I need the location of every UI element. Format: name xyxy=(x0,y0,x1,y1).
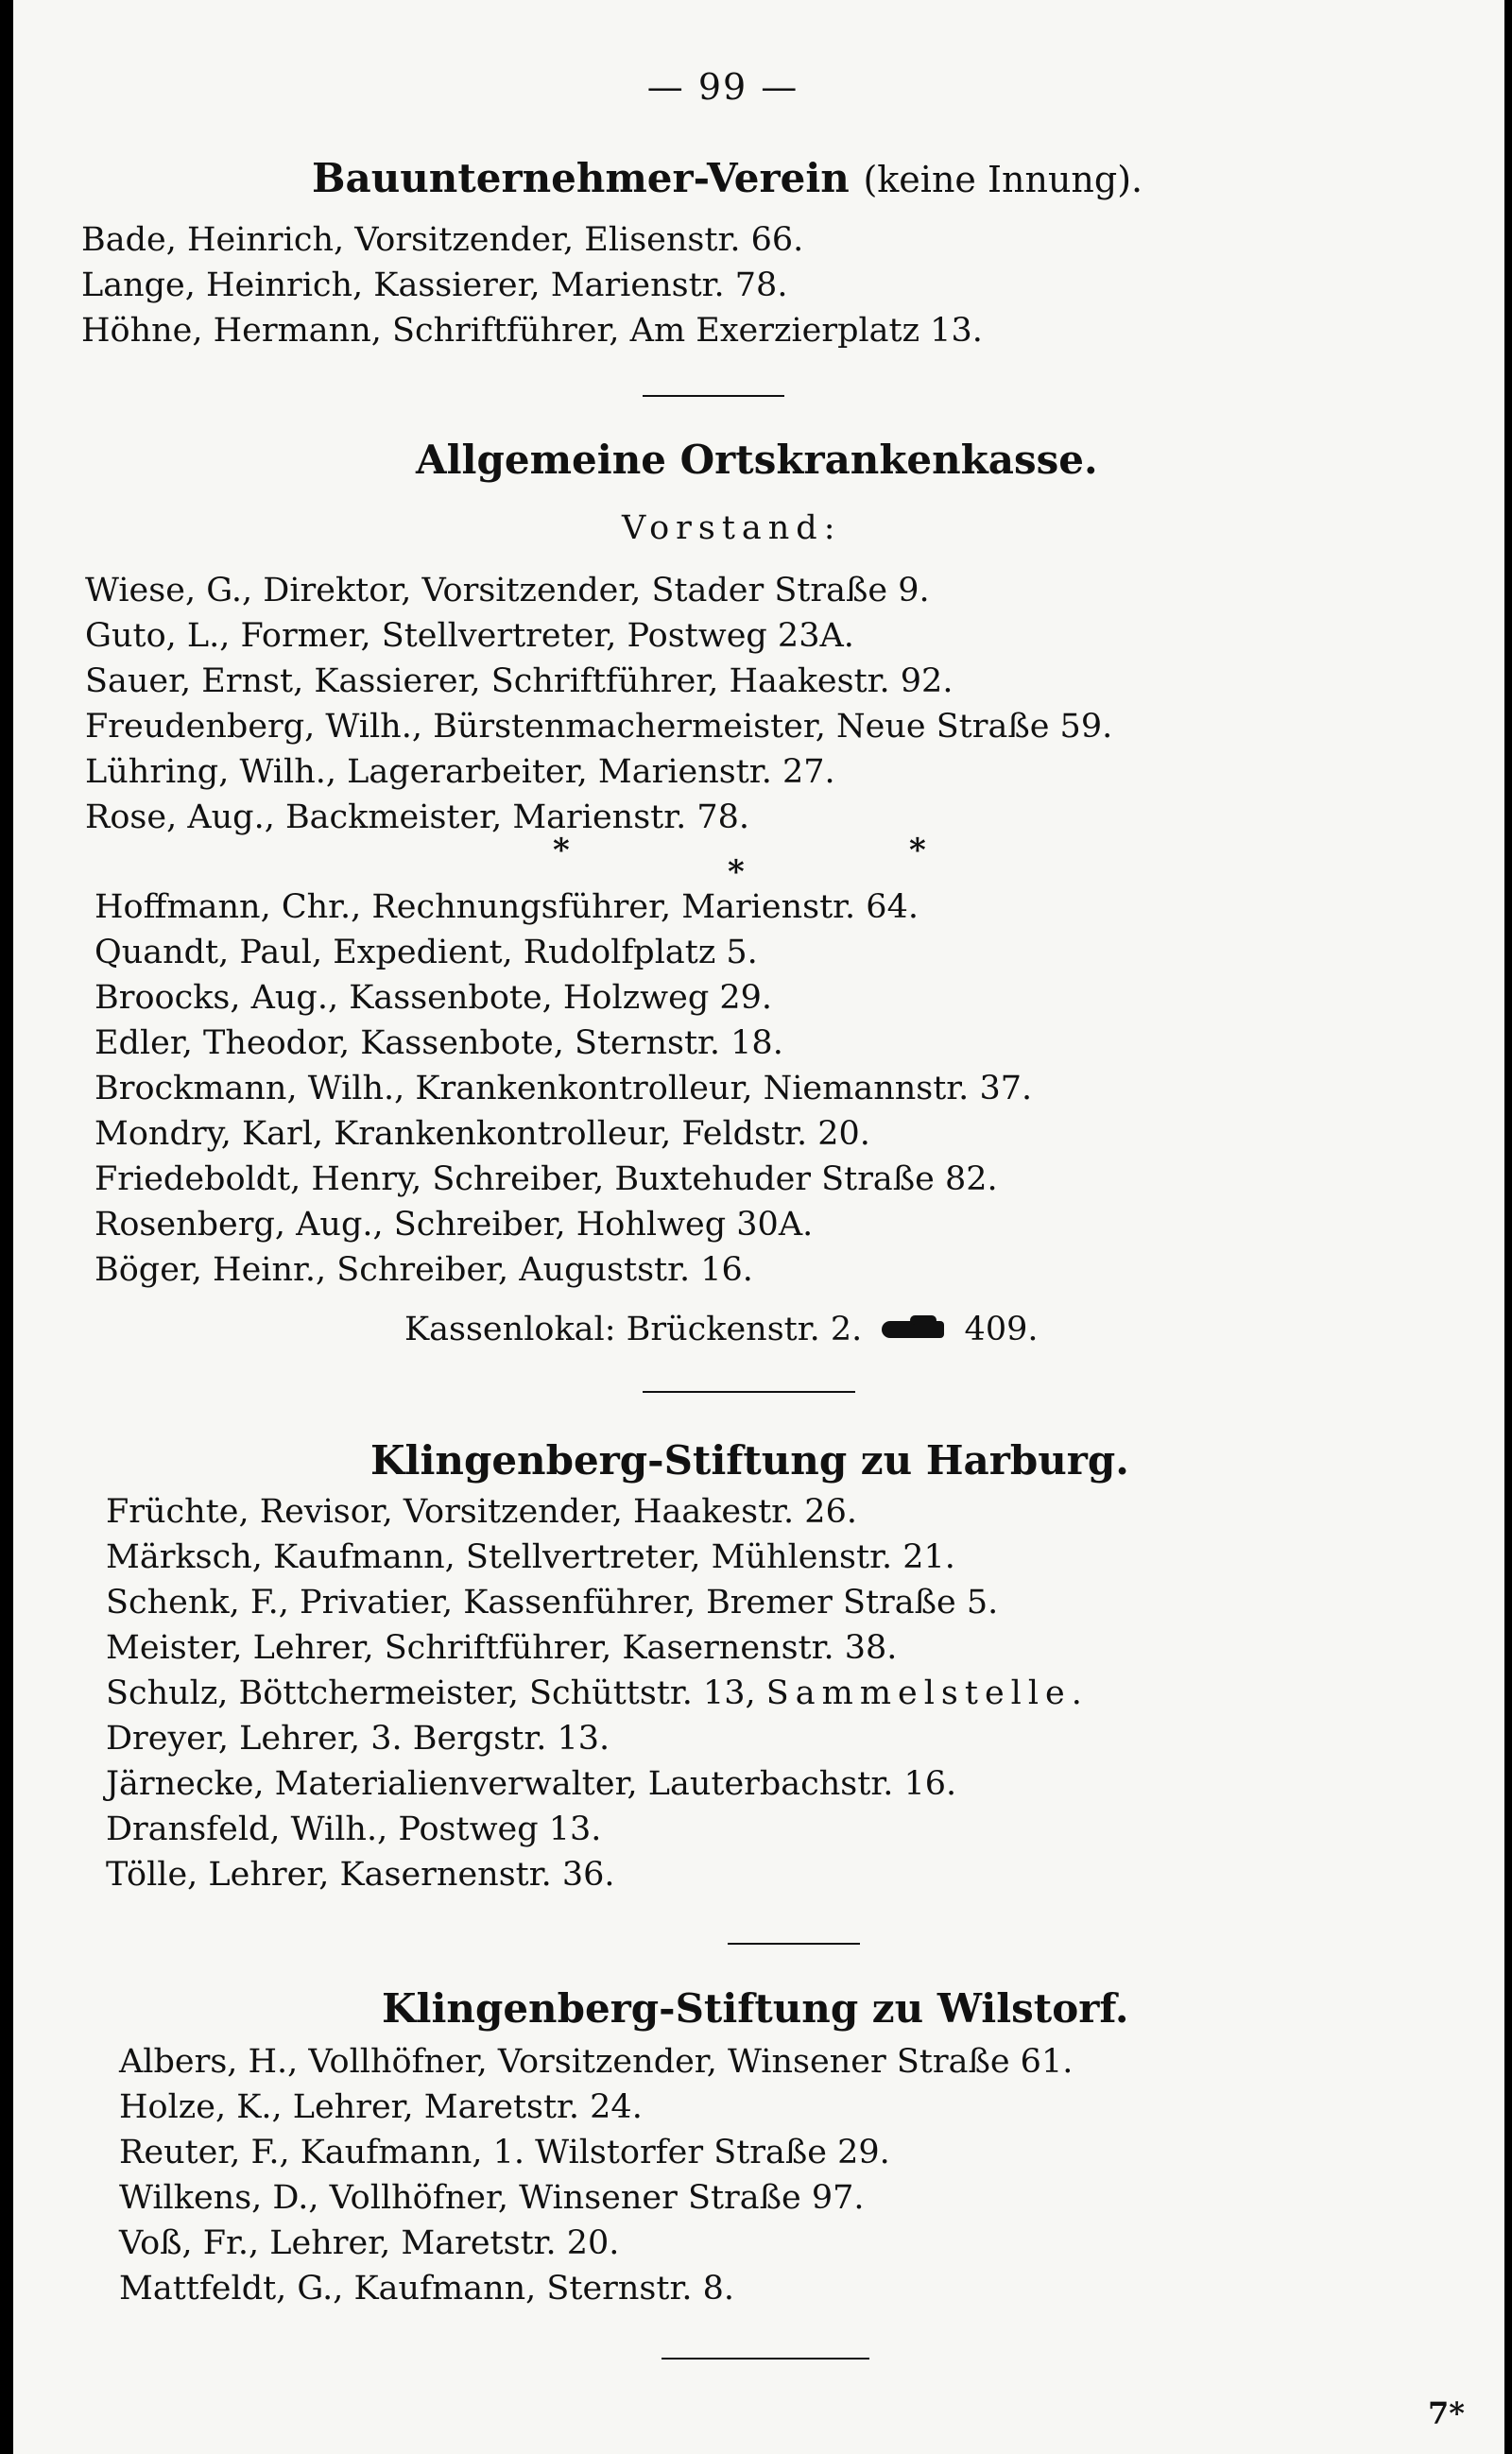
list-item: Schenk, F., Privatier, Kassenführer, Bremer Straße 5. xyxy=(106,1584,999,1622)
divider xyxy=(643,1391,855,1393)
telephone-hand-icon xyxy=(882,1315,944,1344)
phone-number: 409. xyxy=(964,1311,1039,1348)
divider xyxy=(728,1943,860,1945)
signature-mark: 7* xyxy=(1428,2395,1465,2431)
list-item: Mattfeldt, G., Kaufmann, Sternstr. 8. xyxy=(119,2270,734,2308)
list-item: Wiese, G., Direktor, Vorsitzender, Stader Straße 9. xyxy=(85,572,930,609)
list-item: Hoffmann, Chr., Rechnungsführer, Marienstr. 64. xyxy=(94,888,919,926)
list-item: Brockmann, Wilh., Krankenkontrolleur, Niemannstr. 37. xyxy=(94,1070,1033,1107)
list-item: Rosenberg, Aug., Schreiber, Hohlweg 30A. xyxy=(94,1206,814,1244)
list-item: Tölle, Lehrer, Kasernenstr. 36. xyxy=(106,1856,615,1894)
list-item: Märksch, Kaufmann, Stellvertreter, Mühlenstr. 21. xyxy=(106,1538,955,1576)
section-title-klingenberg-wilstorf: Klingenberg-Stiftung zu Wilstorf. xyxy=(382,1985,1129,2032)
list-item: Lühring, Wilh., Lagerarbeiter, Marienstr. 27. xyxy=(85,753,835,791)
section-title-text: Bauunternehmer-Verein xyxy=(312,155,850,201)
office-line xyxy=(404,1313,1038,1347)
list-item: Quandt, Paul, Expedient, Rudolfplatz 5. xyxy=(94,934,758,971)
divider xyxy=(662,2358,869,2360)
list-item: Höhne, Hermann, Schriftführer, Am Exerzierplatz 13. xyxy=(81,312,983,350)
list-item: Wilkens, D., Vollhöfner, Winsener Straße 97. xyxy=(119,2179,865,2217)
list-item: Järnecke, Materialienverwalter, Lauterbachstr. 16. xyxy=(106,1765,957,1803)
list-item: Edler, Theodor, Kassenbote, Sternstr. 18. xyxy=(94,1024,783,1062)
section-title-ortskrankenkasse: Allgemeine Ortskrankenkasse. xyxy=(416,437,1098,483)
list-item: Bade, Heinrich, Vorsitzender, Elisenstr. 66. xyxy=(81,221,804,259)
list-item: Reuter, F., Kaufmann, 1. Wilstorfer Straße 29. xyxy=(119,2134,890,2171)
scan-edge-left xyxy=(0,0,13,2454)
list-item: Holze, K., Lehrer, Maretstr. 24. xyxy=(119,2088,643,2126)
list-item-schulz xyxy=(106,1674,1089,1712)
list-item: Friedeboldt, Henry, Schreiber, Buxtehuder Straße 82. xyxy=(94,1160,998,1198)
subheading-vorstand: Vorstand: xyxy=(622,509,842,547)
star-separator: * xyxy=(553,832,570,869)
section-title-bauunternehmer xyxy=(312,155,1143,201)
section-title-klingenberg-harburg: Klingenberg-Stiftung zu Harburg. xyxy=(370,1437,1129,1484)
list-item: Lange, Heinrich, Kassierer, Marienstr. 78. xyxy=(81,266,788,304)
office-address: Kassenlokal: Brückenstr. 2. xyxy=(404,1311,863,1348)
list-item: Böger, Heinr., Schreiber, Auguststr. 16. xyxy=(94,1251,753,1289)
list-item: Dransfeld, Wilh., Postweg 13. xyxy=(106,1810,602,1848)
list-item: Mondry, Karl, Krankenkontrolleur, Feldstr. 20. xyxy=(94,1115,870,1153)
list-item-spaced-text: Sammelstelle. xyxy=(765,1674,1089,1712)
scan-edge-right xyxy=(1504,0,1512,2454)
divider xyxy=(643,395,784,397)
list-item: Broocks, Aug., Kassenbote, Holzweg 29. xyxy=(94,979,773,1017)
list-item: Guto, L., Former, Stellvertreter, Postweg 23A. xyxy=(85,617,854,655)
page-number: — 99 — xyxy=(646,66,799,108)
list-item-text: Schulz, Böttchermeister, Schüttstr. 13, xyxy=(106,1674,756,1712)
list-item: Voß, Fr., Lehrer, Maretstr. 20. xyxy=(119,2224,620,2262)
section-subtitle: (keine Innung). xyxy=(863,159,1143,200)
list-item: Rose, Aug., Backmeister, Marienstr. 78. xyxy=(85,798,750,836)
list-item: Meister, Lehrer, Schriftführer, Kasernenstr. 38. xyxy=(106,1629,898,1667)
star-separator: * xyxy=(909,832,926,869)
list-item: Freudenberg, Wilh., Bürstenmachermeister, Neue Straße 59. xyxy=(85,708,1113,746)
list-item: Albers, H., Vollhöfner, Vorsitzender, Winsener Straße 61. xyxy=(119,2043,1074,2081)
list-item: Sauer, Ernst, Kassierer, Schriftführer, Haakestr. 92. xyxy=(85,662,954,700)
list-item: Dreyer, Lehrer, 3. Bergstr. 13. xyxy=(106,1720,610,1758)
star-separator: * xyxy=(728,853,745,891)
list-item: Früchte, Revisor, Vorsitzender, Haakestr. 26. xyxy=(106,1493,857,1531)
